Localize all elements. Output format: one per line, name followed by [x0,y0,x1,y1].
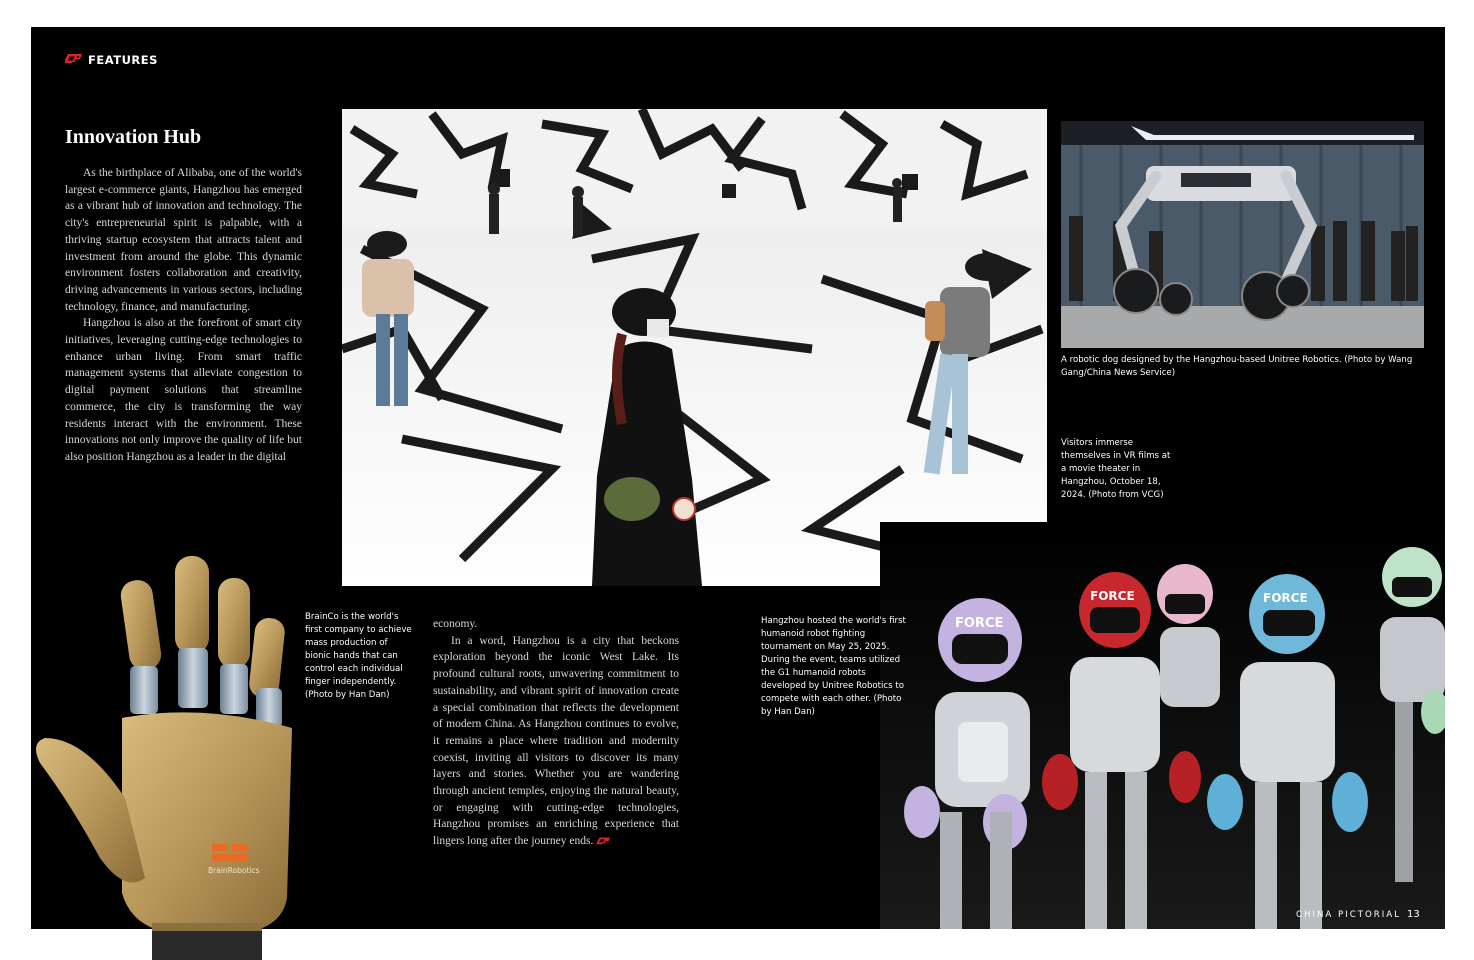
body-paragraph: As the birthplace of Alibaba, one of the world's largest e-commerce giants, Hangzhou has emerged as a vibrant hub of innovation and technology. The city's entrepreneurial spirit is palpable, with a thriving startup ecosystem that attracts talent and investment from around the globe. This dynamic environment fosters collaboration and creativity, driving advancements in various sectors, including technology, finance, and manufacturing. [65,167,302,313]
headgear-label: FORCE [955,616,1004,631]
headgear-label: FORCE [1090,589,1135,603]
robotic-dog-caption: A robotic dog designed by the Hangzhou-based Unitree Robotics. (Photo by Wang Gang/China News Service) [1061,355,1413,378]
robotic-dog-photo [1061,121,1424,348]
robot-boxing-caption-text: Hangzhou hosted the world's first humanoid robot fighting tournament on May 25, 2025. During the event, teams utilized the G1 humanoid robots developed by Unitree Robotics to compete with each other. [761,616,906,704]
robot-boxing-credit: (Photo by Han Dan) [761,694,902,717]
page-number: 13 [1406,909,1420,920]
robot-boxing-caption [761,615,911,719]
hand-brand-label: BrainRobotics [208,866,260,875]
magazine-name: CHINA PICTORIAL [1296,910,1401,920]
body-paragraph [433,633,679,850]
humanoid-robot-boxing-photo [880,522,1445,929]
article-body-column-2 [433,616,679,850]
body-paragraph-text: In a word, Hangzhou is a city that beckons exploration beyond the iconic West Lake. Its profound cultural roots, unwavering commitment to sustainability, and vibrant spirit of innovation create a special combination that reflects the development of modern China. As Hangzhou continues to evolve, it remains a place where tradition and modernity coexist, inviting all visitors to discover its many layers and stories. Whether you are wandering through ancient temples, enjoying the natural beauty, or engaging with cutting-edge technologies, Hangzhou promises an enriching experience that lingers long after the journey ends. [433,634,679,848]
vr-theater-photo [342,109,1047,586]
end-mark-icon [596,836,612,845]
vr-theater-caption: Visitors immerse themselves in VR films at a movie theater in Hangzhou, October 18, 2024. (Photo from VCG) [1061,438,1171,500]
bionic-hand-caption: BrainCo is the world's first company to achieve mass production of bionic hands that can control each individual finger independently. (Photo by Han Dan) [305,612,412,700]
body-paragraph: Hangzhou is also at the forefront of smart city initiatives, leveraging cutting-edge technologies to enhance urban living. From smart traffic management systems that alleviate congestion to digital payment solutions that streamline commerce, the city is transforming the way residents interact with the environment. These innovations not only improve the quality of life but also position Hangzhou as a leader in the digital [65,317,302,463]
headgear-label: FORCE [1263,591,1308,605]
section-label: FEATURES [88,53,158,67]
article-body-column-1 [65,165,302,517]
cp-logo-icon [65,52,83,64]
body-continuation: economy. [433,618,478,630]
bionic-hand-photo [30,548,330,960]
article-title: Innovation Hub [65,126,202,148]
folio [1296,909,1420,920]
